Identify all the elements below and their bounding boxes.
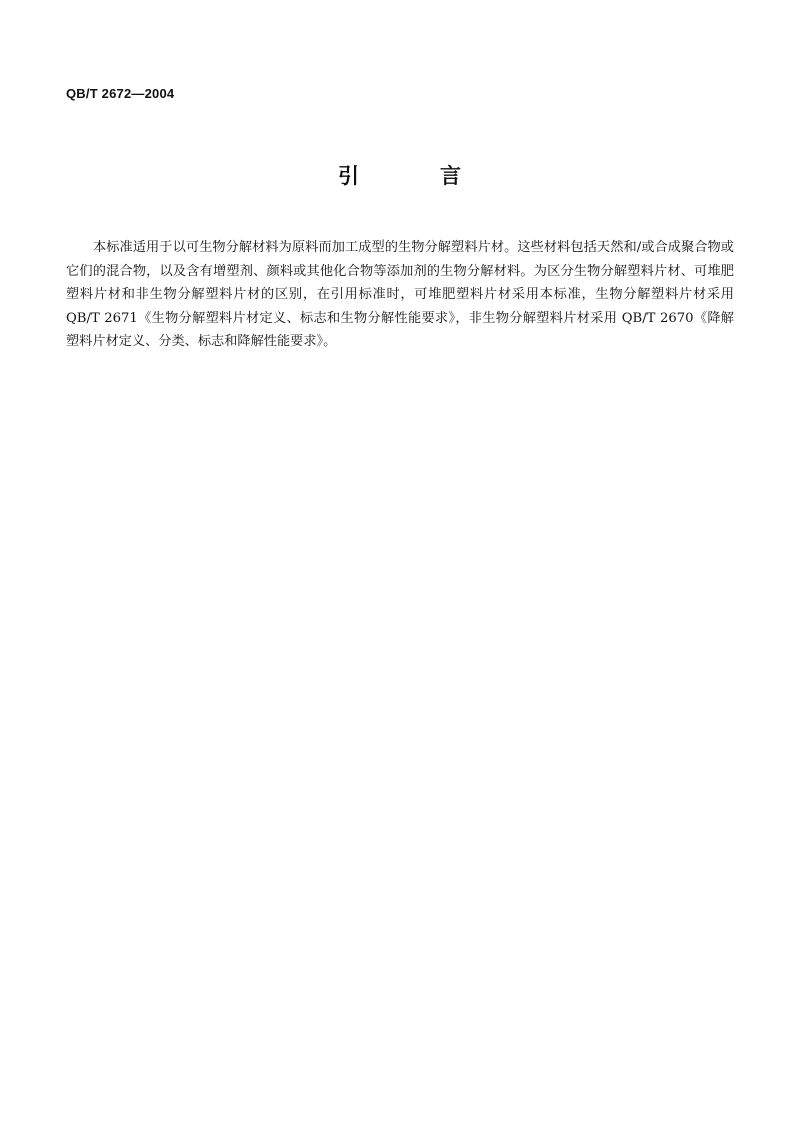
introduction-paragraph: 本标准适用于以可生物分解材料为原料而加工成型的生物分解塑料片材。这些材料包括天然和/或合成聚合物或它们的混合物，以及含有增塑剂、颜料或其他化合物等添加剂的生物分解材料。为区分生物分解塑料片材、可堆肥塑料片材和非生物分解塑料片材的区别，在引用标准时，可堆肥塑料片材采用本标准，生物分解塑料片材采用 QB/T 2671《生物分解塑料片材定义、标志和生物分解性能要求》，非生物分解塑料片材采用 QB/T 2670《降解塑料片材定义、分类、标志和降解性能要求》。	[66, 240, 734, 349]
standard-code: QB/T 2672—2004	[66, 86, 175, 101]
page-heading: 引 言	[338, 164, 491, 188]
